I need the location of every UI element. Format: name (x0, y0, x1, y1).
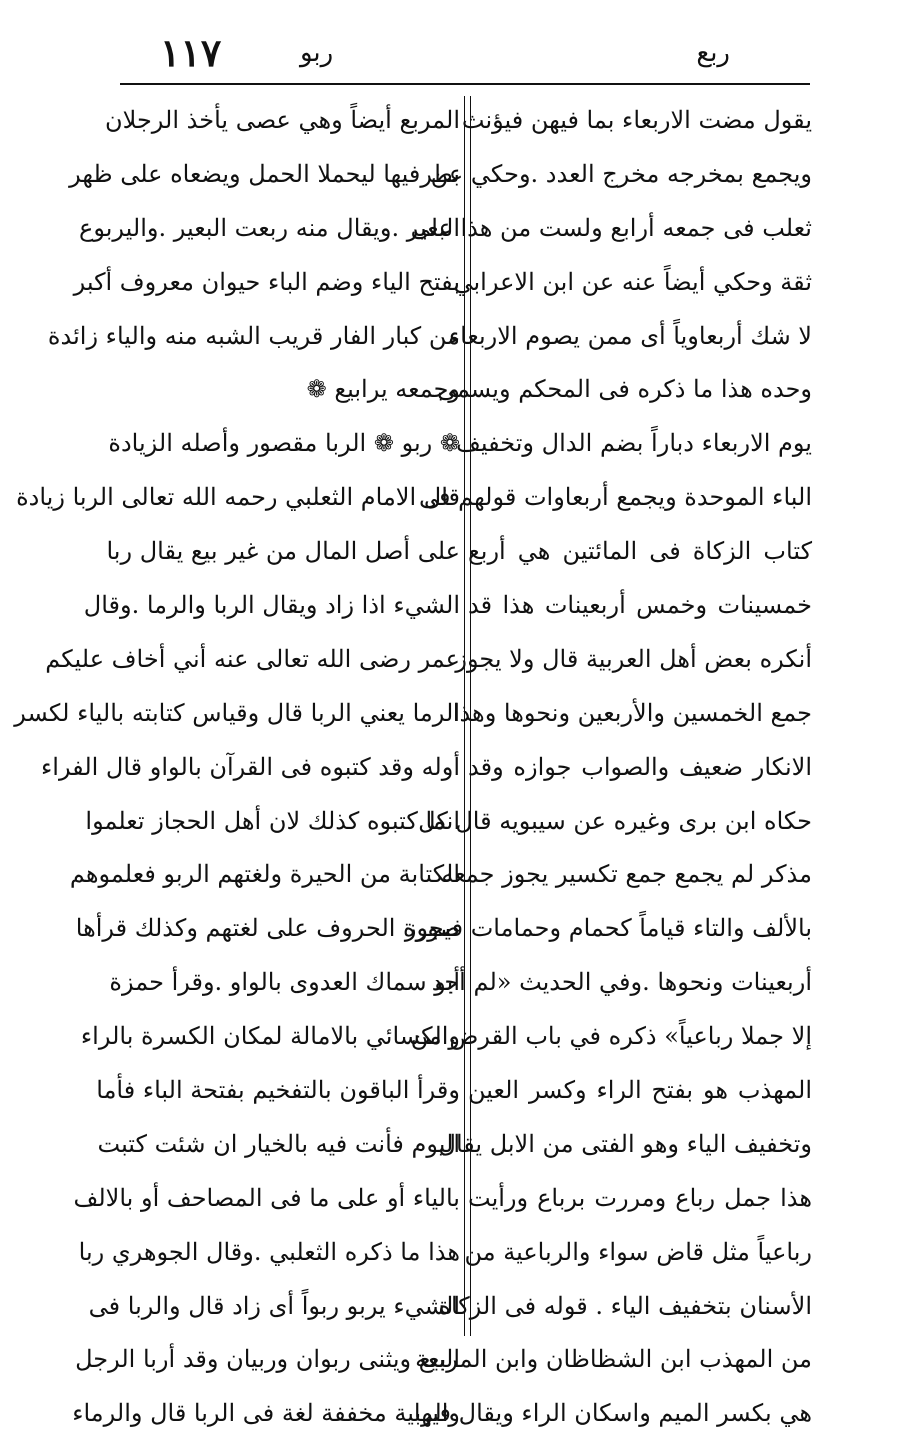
text-line: هي بكسر الميم واسكان الراء ويقال فيها (413, 1399, 812, 1428)
text-line: بالياء أو على ما فى المصاحف أو بالالف (73, 1183, 460, 1212)
text-line: من كبار الفار قريب الشبه منه والياء زائدة (47, 321, 460, 350)
text-line: والربية مخففة لغة فى الربا قال والرماء (72, 1399, 460, 1428)
left-text-column (14, 94, 460, 1428)
text-line: ❁ ربو ❁ الربا مقصور وأصله الزيادة (108, 429, 460, 458)
text-line: انما كتبوه كذلك لان أهل الحجاز تعلموا (85, 806, 460, 835)
text-line: بطرفيها ليحملا الحمل ويضعاه على ظهر (69, 159, 460, 188)
text-line: والكسائي بالامالة لمكان الكسرة بالراء (80, 1022, 460, 1051)
text-line: أربعينات ونحوها .وفي الحديث «لم أجد (431, 968, 812, 997)
text-line: هذا جمل رباع ومررت برباع ورأيت (468, 1183, 812, 1212)
text-line: الكتابة من الحيرة ولغتهم الربو فعلموهم (69, 860, 460, 889)
text-line: الشيء اذا زاد ويقال الربا والرما .وقال (83, 591, 460, 620)
text-line: كتاب الزكاة فى المائتين هي أربع (468, 537, 812, 566)
text-line: ثقة وحكي أيضاً عنه عن ابن الاعرابي (453, 267, 812, 296)
text-line: المهذب هو بفتح الراء وكسر العين (468, 1076, 812, 1105)
text-line: جمع الخمسين والأربعين ونحوها وهذا (452, 698, 812, 727)
text-line: على أصل المال من غير بيع يقال ربا (106, 537, 460, 566)
text-line: يوم الاربعاء دباراً بضم الدال وتخفيف (456, 429, 812, 458)
text-line: عمر رضى الله تعالى عنه أني أخاف عليكم (45, 644, 460, 673)
text-line: قال الامام الثعلبي رحمه الله تعالى الربا زيادة (16, 483, 460, 512)
text-line: الشيء يربو ربواً أى زاد قال والربا فى (88, 1291, 460, 1320)
left-column-keyword: ربو (300, 38, 334, 68)
column-divider (464, 96, 465, 1336)
text-line: أنكره بعض أهل العربية قال ولا يجوز (455, 644, 812, 673)
text-line: أبو سماك العدوى بالواو .وقرأ حمزة (109, 968, 460, 997)
text-line: من المهذب ابن الشظاظان وابن المربعة (415, 1345, 812, 1374)
text-line: الأسنان بتخفيف الياء . قوله فى الزكاة (438, 1291, 812, 1320)
text-line: ويجمع بمخرجه مخرج العدد .وحكي عن (430, 159, 812, 188)
right-text-column (404, 94, 812, 1428)
page-header (120, 28, 810, 78)
text-line: حكاه ابن برى وغيره عن سيبويه قال كل (418, 806, 812, 835)
text-line: ثعلب فى جمعه أرابع ولست من هذا على (410, 213, 812, 242)
text-line: صورة الحروف على لغتهم وكذلك قرأها (75, 914, 460, 943)
text-line: لا شك أربعاوياً أى ممن يصوم الاربعاء (448, 321, 812, 350)
text-line: وجمعه يرابيع ❁ (306, 375, 460, 404)
text-line: الانكار ضعيف والصواب جوازه وقد (468, 752, 812, 781)
text-line: البعير .ويقال منه ربعت البعير .واليربوع (79, 213, 460, 242)
text-line: وتخفيف الياء وهو الفتى من الابل يقال (438, 1129, 812, 1158)
right-column-keyword: ربع (696, 38, 730, 68)
column-divider-inner (470, 96, 471, 1336)
header-rule (120, 83, 810, 85)
text-line: المربع أيضاً وهي عصى يأخذ الرجلان (105, 106, 460, 134)
text-line: إلا جملا رباعياً» ذكره في باب القرض من (410, 1022, 812, 1051)
text-line: رباعياً مثل قاض سواء والرباعية من (464, 1237, 812, 1266)
text-line: البيع ويثنى ربوان وربيان وقد أربا الرجل (75, 1345, 460, 1374)
page-number: ١١٧ (160, 30, 222, 75)
text-line: بفتح الياء وضم الباء حيوان معروف أكبر (73, 267, 460, 296)
text-line: وقرأ الباقون بالتفخيم بفتحة الباء فأما (96, 1076, 460, 1105)
text-line: الرما يعني الربا قال وقياس كتابته بالياء لكسر (14, 698, 460, 727)
text-line: خمسينات وخمس أربعينات هذا قد (468, 591, 812, 620)
text-line: وحده هذا ما ذكره فى المحكم ويسمى (437, 375, 812, 404)
text-line: بالألف والتاء قياماً كحمام وحمامات فيجوز (404, 914, 812, 943)
text-line: هذا ما ذكره الثعلبي .وقال الجوهري ربا (78, 1237, 460, 1266)
text-line: أوله وقد كتبوه فى القرآن بالواو قال الفراء (40, 752, 460, 781)
text-line: الباء الموحدة ويجمع أربعاوات قولهم فى (418, 483, 812, 512)
text-line: يقول مضت الاربعاء بما فيهن فيؤنث (461, 106, 812, 134)
text-line: مذكر لم يجمع جمع تكسير يجوز جمعه (441, 860, 812, 889)
text-line: اليوم فأنت فيه بالخيار ان شئت كتبت (97, 1129, 460, 1158)
